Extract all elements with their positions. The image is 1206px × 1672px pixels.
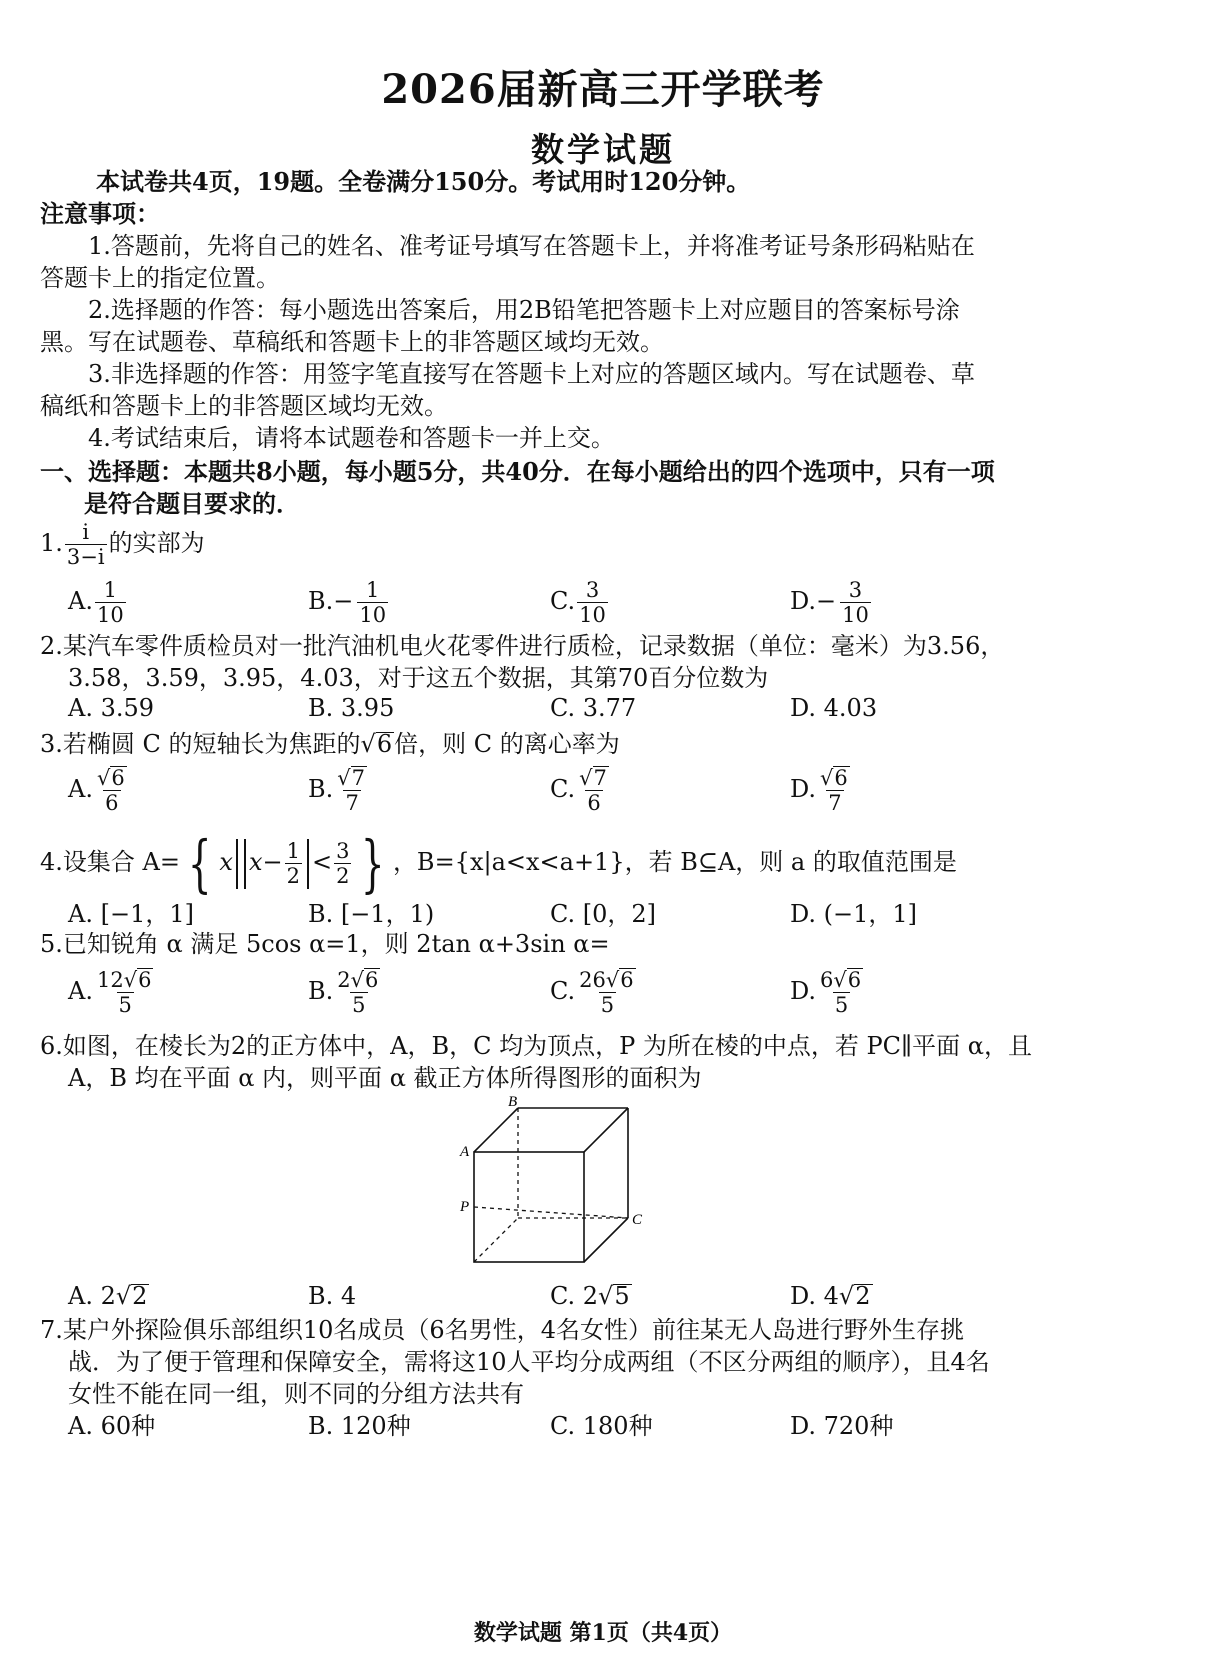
q3-a-label: A.: [68, 775, 93, 803]
q1-text: 的实部为: [108, 529, 205, 557]
q5-c-den: 5: [600, 993, 615, 1017]
q6-option-d: D. 4√2: [790, 1282, 871, 1310]
q5-a-frac: [95, 968, 156, 1017]
q1-a-num: 1: [103, 578, 118, 602]
q6-option-b: B. 4: [308, 1282, 357, 1310]
q1-a-label: A.: [68, 587, 93, 615]
q4-x: x: [219, 848, 233, 876]
q4-option-d: D. (−1，1]: [790, 900, 918, 928]
q6-line2: A，B 均在平面 α 内，则平面 α 截正方体所得图形的面积为: [68, 1064, 702, 1092]
q5-option-d: [790, 968, 867, 1017]
q5-d-num-wrap: 6√6: [820, 968, 862, 992]
q6-option-c: C. 2√5: [550, 1282, 630, 1310]
q3-option-b: [308, 766, 371, 815]
q6-line1: 6.如图，在棱长为2的正方体中，A，B，C 均为顶点，P 为所在棱的中点，若 PC∥平面 α，且: [40, 1032, 1032, 1060]
q4-set-bar: [236, 839, 238, 889]
label-c: C: [632, 1212, 643, 1228]
q4-abs-left: [244, 839, 246, 889]
q7-option-c: C. 180种: [550, 1412, 653, 1440]
question-4: [40, 826, 957, 900]
q3-option-c: [550, 766, 613, 815]
q7-line3: 女性不能在同一组，则不同的分组方法共有: [68, 1380, 524, 1408]
q1-option-a: [68, 578, 128, 627]
q3-a-frac: [95, 766, 129, 815]
q4-expr: x−: [248, 848, 283, 876]
q6-a-text: A. 2: [68, 1282, 116, 1310]
q4-bound-num: 3: [336, 839, 350, 863]
q2-option-c: C. 3.77: [550, 694, 637, 722]
q5-c-num-wrap: 26√6: [579, 968, 634, 992]
q5-b-label: B.: [308, 977, 334, 1005]
q5-d-coef: 6: [820, 968, 834, 992]
q6-d-root: 2: [855, 1282, 871, 1310]
q3-c-den: 6: [587, 791, 601, 815]
q1-c-frac: [577, 578, 608, 627]
q7-option-a: A. 60种: [68, 1412, 156, 1440]
q2-option-b: B. 3.95: [308, 694, 395, 722]
q1-c-label: C.: [550, 587, 576, 615]
q4-post: ，B={x|a<x<a+1}，若 B⊆A，则 a 的取值范围是: [392, 848, 957, 876]
q6-option-a: A. 2√2: [68, 1282, 148, 1310]
q1-b-num: 1: [366, 578, 380, 602]
q1-d-num: 3: [848, 578, 863, 602]
q2-line2: 3.58，3.59，3.95，4.03，对于这五个数据，其第70百分位数为: [68, 664, 769, 692]
q7-option-b: B. 120种: [308, 1412, 411, 1440]
q6-c-text: C. 2: [550, 1282, 599, 1310]
q3-d-num: 6: [834, 766, 848, 790]
q1-option-d: [790, 578, 873, 627]
q1-d-frac: [840, 578, 871, 627]
q3-b-den: 7: [345, 791, 359, 815]
q5-c-root: 6: [620, 968, 634, 992]
q4-half: [285, 839, 302, 888]
q3-root: 6: [376, 730, 393, 758]
exam-intro: 本试卷共4页，19题。全卷满分150分。考试用时120分钟。: [96, 167, 751, 196]
q1-fraction: [65, 520, 107, 569]
q5-b-den: 5: [352, 993, 366, 1017]
notice-heading: 注意事项：: [40, 199, 160, 228]
q5-b-coef: 2: [337, 968, 351, 992]
notice-1a: 1.答题前，先将自己的姓名、准考证号填写在答题卡上，并将准考证号条形码粘贴在: [88, 232, 975, 260]
q3-d-den: 7: [828, 791, 842, 815]
q1-b-sign: −: [333, 587, 354, 615]
q6-c-root: 5: [614, 1282, 630, 1310]
notice-2b: 黑。写在试题卷、草稿纸和答题卡上的非答题区域均无效。: [40, 328, 664, 356]
exam-subtitle: 数学试题: [531, 130, 675, 169]
question-1: [40, 520, 205, 569]
q5-b-root: 6: [365, 968, 379, 992]
q2-option-a: A. 3.59: [68, 694, 155, 722]
q3-b-frac: [335, 766, 369, 815]
q2-line1: 2.某汽车零件质检员对一批汽油机电火花零件进行质检，记录数据（单位：毫米）为3.56，: [40, 632, 1005, 660]
q3-c-num-wrap: √7: [579, 766, 607, 790]
q3-c-num: 7: [593, 766, 607, 790]
q2-option-d: D. 4.03: [790, 694, 878, 722]
q4-pre: 4.设集合 A=: [40, 848, 180, 876]
q1-d-label: D.: [790, 587, 817, 615]
q1-option-b: [308, 578, 390, 627]
q7-line2: 战．为了便于管理和保障安全，需将这10人平均分成两组（不区分两组的顺序），且4名: [68, 1348, 990, 1376]
exam-title: 2026届新高三开学联考: [381, 66, 825, 113]
label-p: P: [460, 1199, 470, 1215]
q3-pre: 3.若椭圆 C 的短轴长为焦距的: [40, 730, 361, 758]
q5-option-a: [68, 968, 157, 1017]
q1-c-num: 3: [585, 578, 600, 602]
q1-frac-den: 3−i: [66, 545, 105, 569]
q5-a-den: 5: [118, 993, 132, 1017]
q1-frac-num: i: [82, 520, 90, 544]
q3-d-label: D.: [790, 775, 817, 803]
cube-edge-tl: [474, 1108, 518, 1152]
q3-option-a: [68, 766, 131, 815]
q3-a-den: 6: [105, 791, 119, 815]
q4-lt: <: [312, 848, 333, 876]
q3-post: 倍，则 C 的离心率为: [394, 730, 620, 758]
q5-option-b: [308, 968, 384, 1017]
cube-edge-br: [584, 1218, 628, 1262]
q3-b-num-wrap: √7: [337, 766, 366, 790]
q1-b-frac: [357, 578, 388, 627]
q3-a-num-wrap: √6: [96, 766, 125, 790]
q5-a-num-wrap: 12√6: [96, 968, 152, 992]
q4-option-a: A. [−1，1]: [68, 900, 194, 928]
q5-b-num-wrap: 2√6: [337, 968, 379, 992]
notice-4: 4.考试结束后，请将本试题卷和答题卡一并上交。: [88, 424, 615, 452]
q4-half-num: 1: [286, 839, 300, 863]
q5-text: 5.已知锐角 α 满足 5cos α=1，则 2tan α+3sin α=: [40, 930, 610, 958]
question-3: 3.若椭圆 C 的短轴长为焦距的√6倍，则 C 的离心率为: [40, 730, 620, 758]
q6-d-text: D. 4: [790, 1282, 839, 1310]
q1-option-c: [550, 578, 610, 627]
notice-2a: 2.选择题的作答：每小题选出答案后，用2B铅笔把答题卡上对应题目的答案标号涂: [88, 296, 960, 324]
q5-c-frac: [577, 968, 638, 1017]
q6-a-root: 2: [132, 1282, 148, 1310]
q4-abs-right: [307, 839, 309, 889]
section1-line2: 是符合题目要求的．: [84, 489, 300, 518]
q5-d-root: 6: [847, 968, 862, 992]
section1-line1: 一、选择题：本题共8小题，每小题5分，共40分．在每小题给出的四个选项中，只有一项: [40, 457, 995, 486]
segment-pc: [474, 1207, 628, 1218]
cube-hidden-diag: [474, 1218, 518, 1262]
q7-option-d: D. 720种: [790, 1412, 894, 1440]
q4-left-brace: {: [187, 826, 212, 900]
page-footer: 数学试题 第1页（共4页）: [473, 1620, 733, 1646]
q3-b-num: 7: [351, 766, 366, 790]
notice-3a: 3.非选择题的作答：用签字笔直接写在答题卡上对应的答题区域内。写在试题卷、草: [88, 360, 975, 388]
q3-a-num: 6: [111, 766, 125, 790]
q4-option-c: C. [0，2]: [550, 900, 657, 928]
cube-edge-tr: [584, 1108, 628, 1152]
q3-c-label: C.: [550, 775, 576, 803]
q5-d-den: 5: [834, 993, 849, 1017]
q5-d-label: D.: [790, 977, 817, 1005]
q4-bound: [334, 839, 351, 888]
q5-option-c: [550, 968, 640, 1017]
q1-number: 1.: [40, 529, 63, 557]
notice-3b: 稿纸和答题卡上的非答题区域均无效。: [40, 392, 448, 420]
q4-right-brace: }: [361, 826, 386, 900]
q5-a-root: 6: [138, 968, 152, 992]
q7-line1: 7.某户外探险俱乐部组织10名成员（6名男性，4名女性）前往某无人岛进行野外生存挑: [40, 1316, 964, 1344]
q4-half-den: 2: [286, 864, 300, 888]
label-b: B: [508, 1094, 518, 1110]
cube-figure: [450, 1092, 660, 1270]
q1-c-den: 10: [579, 603, 606, 627]
q5-c-coef: 26: [579, 968, 606, 992]
q1-d-sign: −: [816, 587, 837, 615]
q4-option-b: B. [−1，1): [308, 900, 435, 928]
q3-d-num-wrap: √6: [820, 766, 848, 790]
q1-b-label: B.: [308, 587, 334, 615]
q3-option-d: [790, 766, 854, 815]
q5-b-frac: [335, 968, 382, 1017]
q1-a-den: 10: [96, 603, 124, 627]
q4-bound-den: 2: [336, 864, 350, 888]
cube-front-face: [474, 1152, 584, 1262]
q5-c-label: C.: [550, 977, 576, 1005]
q3-c-frac: [577, 766, 611, 815]
q3-b-label: B.: [308, 775, 334, 803]
q5-a-coef: 12: [96, 968, 124, 992]
q1-b-den: 10: [359, 603, 387, 627]
q1-d-den: 10: [842, 603, 869, 627]
q5-d-frac: [818, 968, 865, 1017]
q5-a-label: A.: [68, 977, 93, 1005]
label-a: A: [460, 1144, 470, 1160]
notice-1b: 答题卡上的指定位置。: [40, 264, 280, 292]
q3-d-frac: [818, 766, 852, 815]
q1-a-frac: [95, 578, 126, 627]
